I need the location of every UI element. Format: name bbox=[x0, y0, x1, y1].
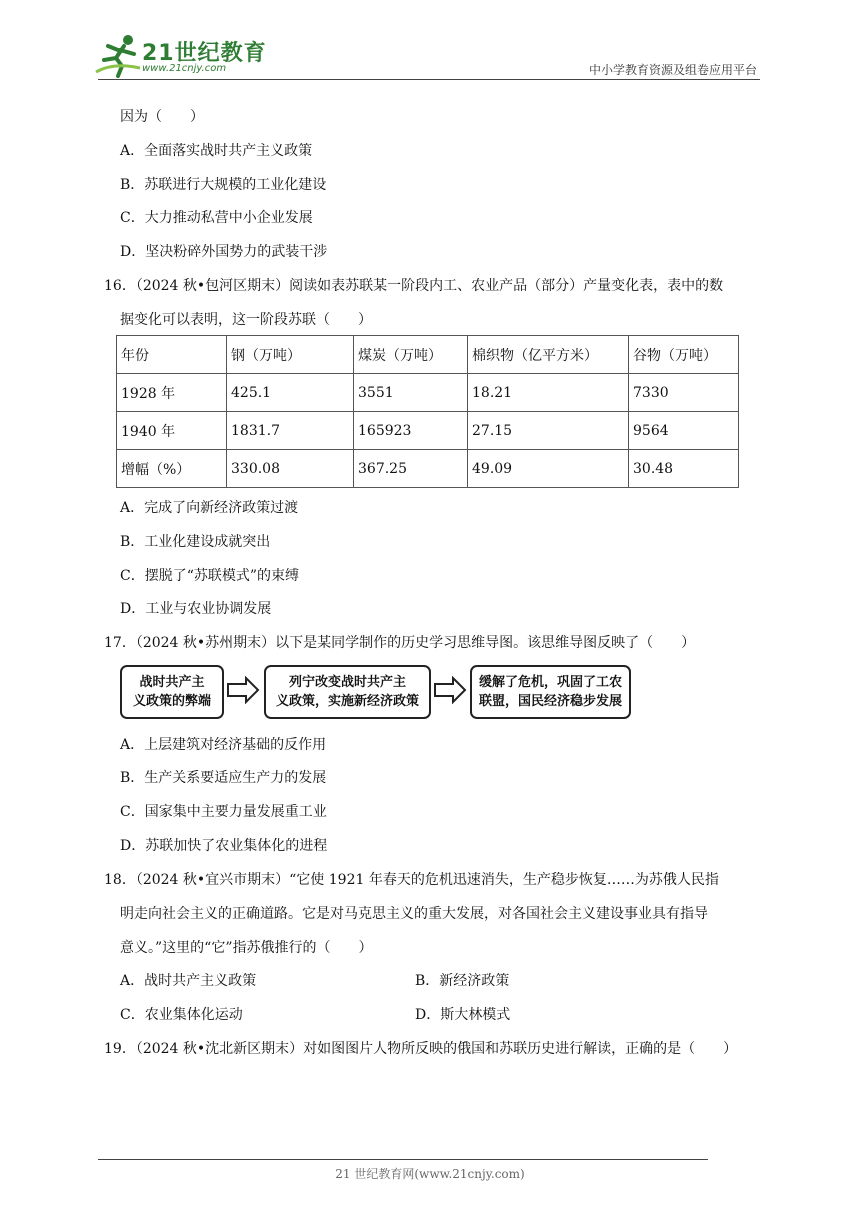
mindmap-box-1-line1: 战时共产主 bbox=[139, 675, 205, 690]
q15-option-c: C．大力推动私营中小企业发展 bbox=[120, 210, 313, 226]
table-cell: 3551 bbox=[354, 374, 468, 412]
footer-divider bbox=[98, 1159, 708, 1160]
table-cell: 增幅（%） bbox=[117, 450, 227, 488]
mindmap-box-1-line2: 义政策的弊端 bbox=[132, 694, 211, 709]
table-cell: 7330 bbox=[629, 374, 739, 412]
question-15-continuation: 因为（ ） bbox=[120, 109, 204, 125]
table-cell: 330.08 bbox=[227, 450, 354, 488]
q18-option-d: D．斯大林模式 bbox=[415, 1007, 511, 1023]
q16-option-a: A．完成了向新经济政策过渡 bbox=[120, 500, 299, 516]
question-18-stem-line1: 18．（2024 秋•宜兴市期末）“它使 1921 年春天的危机迅速消失，生产稳步恢复……为苏俄人民指 bbox=[104, 872, 719, 888]
table-header-cell: 棉织物（亿平方米） bbox=[468, 336, 629, 374]
logo-title: 21世纪教育 bbox=[142, 41, 267, 66]
footer-text: 21 世纪教育网(www.21cnjy.com) bbox=[335, 1167, 525, 1181]
table-cell: 9564 bbox=[629, 412, 739, 450]
mindmap-arrow-icon bbox=[433, 676, 467, 704]
mindmap-box-2-line2: 义政策，实施新经济政策 bbox=[275, 694, 419, 709]
q16-option-c: C．摆脱了“苏联模式”的束缚 bbox=[120, 568, 300, 584]
q17-option-b: B．生产关系要适应生产力的发展 bbox=[120, 770, 327, 786]
q18-option-b: B．新经济政策 bbox=[415, 973, 510, 989]
header-platform-text: 中小学教育资源及组卷应用平台 bbox=[588, 63, 757, 77]
table-cell: 27.15 bbox=[468, 412, 629, 450]
table-header-cell: 钢（万吨） bbox=[227, 336, 354, 374]
mindmap-box-3-line1: 缓解了危机，巩固了工农 bbox=[478, 675, 622, 690]
q16-option-d: D．工业与农业协调发展 bbox=[120, 601, 272, 617]
question-16-stem-line1: 16．（2024 秋•包河区期末）阅读如表苏联某一阶段内工、农业产品（部分）产量变化表，表中的数 bbox=[104, 278, 724, 294]
table-cell: 165923 bbox=[354, 412, 468, 450]
table-cell: 49.09 bbox=[468, 450, 629, 488]
q16-option-b: B．工业化建设成就突出 bbox=[120, 534, 271, 550]
question-16-stem-line2: 据变化可以表明，这一阶段苏联（ ） bbox=[120, 312, 372, 328]
q18-option-a: A．战时共产主义政策 bbox=[120, 973, 257, 989]
table-cell: 425.1 bbox=[227, 374, 354, 412]
table-header-row bbox=[117, 336, 739, 374]
logo-url: www.21cnjy.com bbox=[142, 63, 227, 74]
mindmap-box-2-line1: 列宁改变战时共产主 bbox=[288, 675, 406, 690]
q15-option-d: D．坚决粉碎外国势力的武装干涉 bbox=[120, 244, 328, 260]
table-header-cell: 年份 bbox=[117, 336, 227, 374]
q17-option-a: A．上层建筑对经济基础的反作用 bbox=[120, 737, 327, 753]
q17-option-d: D．苏联加快了农业集体化的进程 bbox=[120, 838, 328, 854]
table-row bbox=[117, 374, 739, 412]
table-row bbox=[117, 450, 739, 488]
mindmap-arrow-icon bbox=[226, 676, 260, 704]
question-18-stem-line3: 意义。”这里的“它”指苏俄推行的（ ） bbox=[120, 940, 373, 956]
table-header-cell: 煤炭（万吨） bbox=[354, 336, 468, 374]
table-cell: 1928 年 bbox=[117, 374, 227, 412]
mindmap-box-3 bbox=[470, 665, 631, 719]
table-cell: 18.21 bbox=[468, 374, 629, 412]
q18-option-c: C．农业集体化运动 bbox=[120, 1007, 243, 1023]
q15-option-a: A．全面落实战时共产主义政策 bbox=[120, 143, 313, 159]
table-header-cell: 谷物（万吨） bbox=[629, 336, 739, 374]
production-table bbox=[116, 335, 739, 488]
table-cell: 1940 年 bbox=[117, 412, 227, 450]
header-divider bbox=[98, 79, 760, 80]
mindmap-box-1 bbox=[120, 665, 224, 719]
mindmap-box-3-line2: 联盟，国民经济稳步发展 bbox=[478, 694, 622, 709]
table-cell: 367.25 bbox=[354, 450, 468, 488]
question-19-stem: 19．（2024 秋•沈北新区期末）对如图图片人物所反映的俄国和苏联历史进行解读，正确的是（ ） bbox=[104, 1041, 738, 1057]
mindmap-box-2 bbox=[264, 665, 431, 719]
table-cell: 1831.7 bbox=[227, 412, 354, 450]
q15-option-b: B．苏联进行大规模的工业化建设 bbox=[120, 177, 327, 193]
question-18-stem-line2: 明走向社会主义的正确道路。它是对马克思主义的重大发展，对各国社会主义建设事业具有指导 bbox=[120, 906, 708, 922]
question-17-stem: 17．（2024 秋•苏州期末）以下是某同学制作的历史学习思维导图。该思维导图反映了（ ） bbox=[104, 635, 696, 651]
runner-logo-icon bbox=[94, 32, 144, 78]
q17-option-c: C．国家集中主要力量发展重工业 bbox=[120, 804, 327, 820]
table-cell: 30.48 bbox=[629, 450, 739, 488]
table-row bbox=[117, 412, 739, 450]
